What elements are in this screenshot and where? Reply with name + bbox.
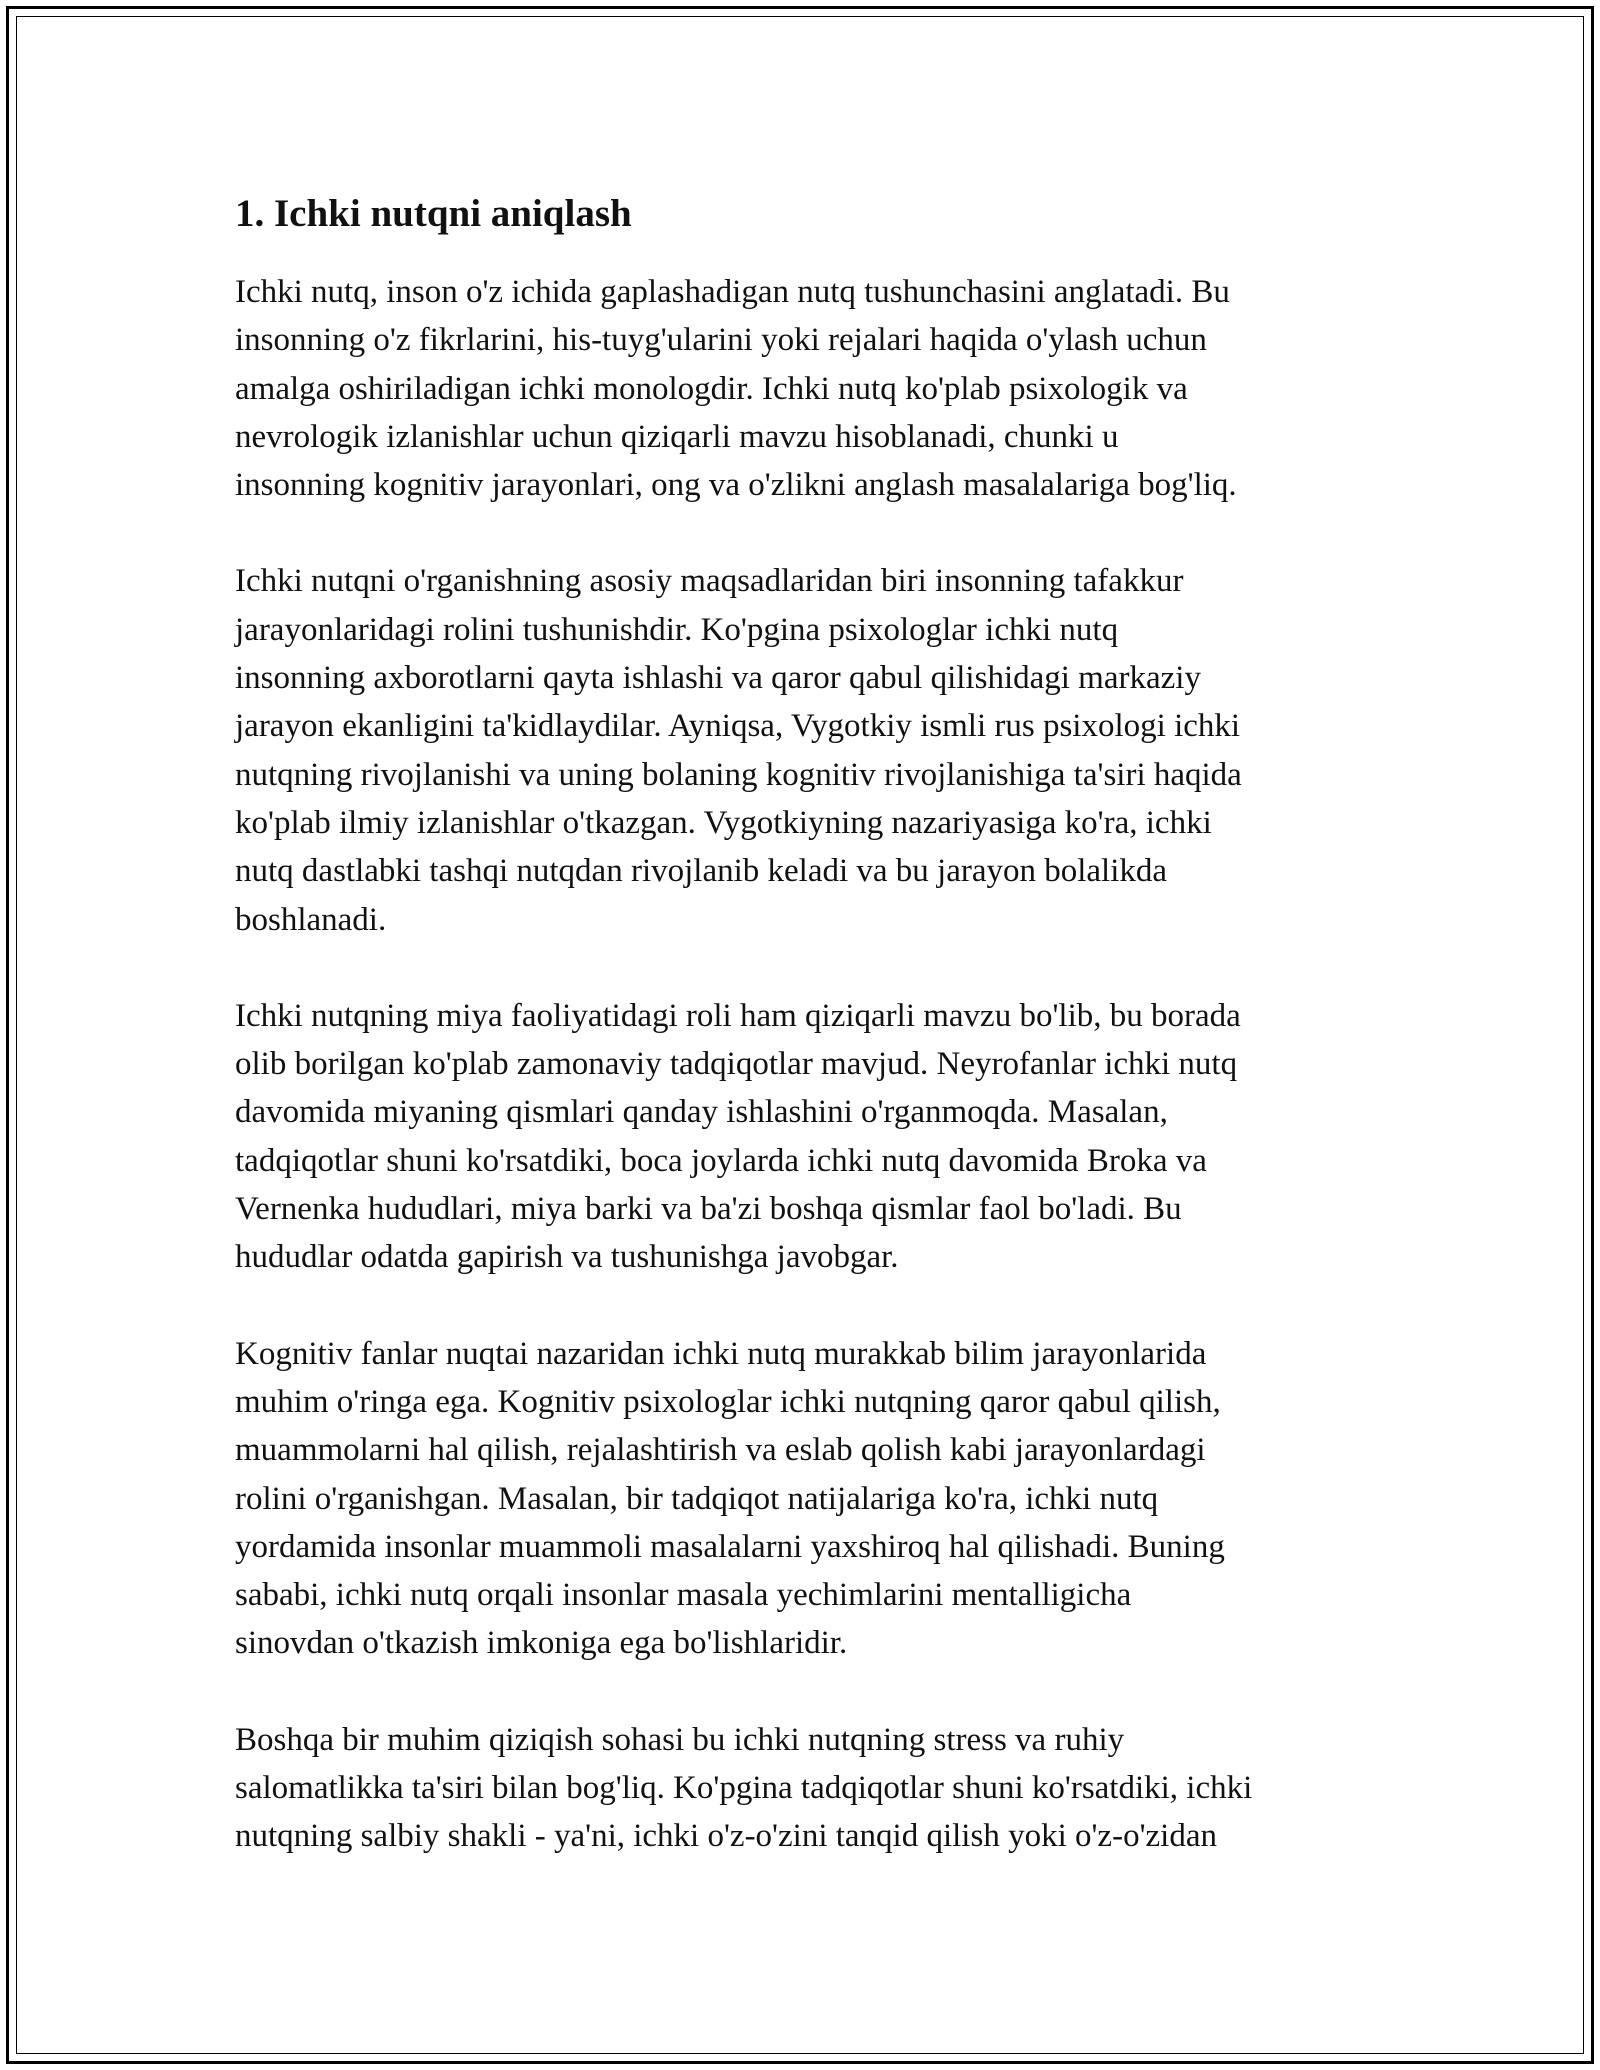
- document-body: [235, 188, 1385, 1909]
- paragraph-1: Ichki nutq, inson o'z ichida gaplashadigan nutq tushunchasini anglatadi. Bu insonning o'z fikrlarini, his-tuyg'ularini yoki rejalari haqida o'ylash uchun amalga oshiriladigan ichki monologdir. Ichki nutq ko'plab psixologik va nevrologik izlanishlar uchun qiziqarli mavzu hisoblanadi, chunki u insonning kognitiv jarayonlari, ong va o'zlikni anglash masalalariga bog'liq.: [235, 274, 1237, 504]
- paragraph-5: Boshqa bir muhim qiziqish sohasi bu ichki nutqning stress va ruhiy salomatlikka ta'siri bilan bog'liq. Ko'pgina tadqiqotlar shuni ko'rsatdiki, ichki nutqning salbiy shakli - ya'ni, ichki o'z-o'zini tanqid qilish yoki o'z-o'zidan: [235, 1721, 1253, 1855]
- paragraph-2: Ichki nutqni o'rganishning asosiy maqsadlaridan biri insonning tafakkur jarayonlaridagi rolini tushunishdir. Ko'pgina psixologlar ichki nutq insonning axborotlarni qayta ishlashi va qaror qabul qilishidagi markaziy jarayon ekanligini ta'kidlaydilar. Ayniqsa, Vygotkiy ismli rus psixologi ichki nutqning rivojlanishi va uning bolaning kognitiv rivojlanishiga ta'siri haqida ko'plab ilmiy izlanishlar o'tkazgan. Vygotkiyning nazariyasiga ko'ra, ichki nutq dastlabki tashqi nutqdan rivojlanib keladi va bu jarayon bolalikda boshlanadi.: [235, 563, 1242, 938]
- paragraph-4: Kognitiv fanlar nuqtai nazaridan ichki nutq murakkab bilim jarayonlarida muhim o'ringa ega. Kognitiv psixologlar ichki nutqning qaror qabul qilish, muammolarni hal qilish, rejalashtirish va eslab qolish kabi jarayonlardagi rolini o'rganishgan. Masalan, bir tadqiqot natijalariga ko'ra, ichki nutq yordamida insonlar muammoli masalalarni yaxshiroq hal qilishadi. Buning sababi, ichki nutq orqali insonlar masala yechimlarini mentalligicha sinovdan o'tkazish imkoniga ega bo'lishlaridir.: [235, 1335, 1225, 1662]
- paragraph-3: Ichki nutqning miya faoliyatidagi roli ham qiziqarli mavzu bo'lib, bu borada olib borilgan ko'plab zamonaviy tadqiqotlar mavjud. Neyrofanlar ichki nutq davomida miyaning qismlari qanday ishlashini o'rganmoqda. Masalan, tadqiqotlar shuni ko'rsatdiki, boca joylarda ichki nutq davomida Broka va Vernenka hududlari, miya barki va ba'zi boshqa qismlar faol bo'ladi. Bu hududlar odatda gapirish va tushunishga javobgar.: [235, 997, 1241, 1276]
- section-title: 1. Ichki nutqni aniqlash: [235, 192, 632, 235]
